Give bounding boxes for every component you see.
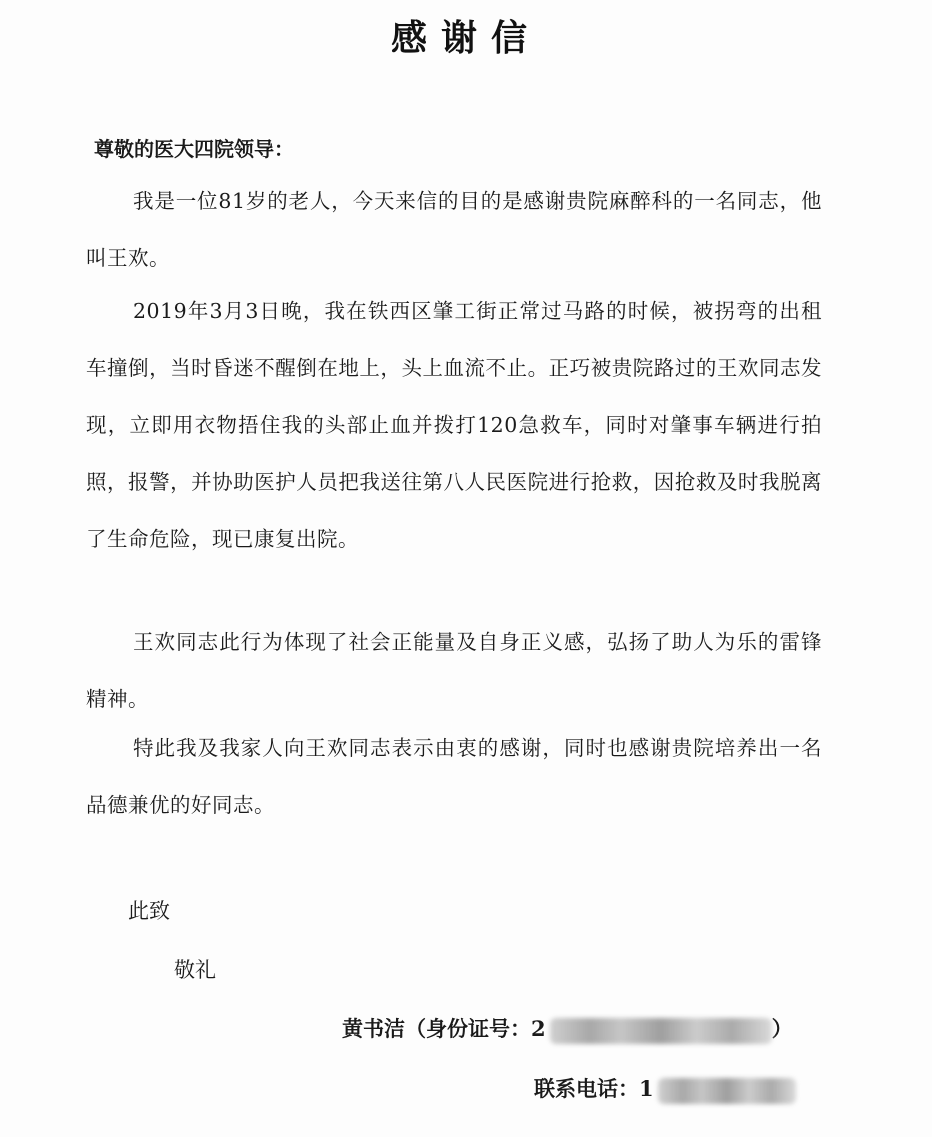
letter-title: 感谢信 — [390, 17, 541, 59]
signature-name-close: ） — [771, 1016, 793, 1041]
phone-number-redaction — [658, 1078, 796, 1104]
signature-phone-text: 联系电话：1 — [534, 1076, 654, 1101]
salutation: 尊敬的医大四院领导： — [94, 137, 294, 161]
closing-jingli: 敬礼 — [174, 958, 216, 982]
signature-name-text: 黄书洁（身份证号：2 — [342, 1016, 546, 1041]
paragraph-2: 2019年3月3日晚，我在铁西区肇工街正常过马路的时候，被拐弯的出租车撞倒，当时昏迷不醒倒在地上，头上血流不止。正巧被贵院路过的王欢同志发现，立即用衣物捂住我的头部止血并拨打120急救车，同时对肇事车辆进行拍照，报警，并协助医护人员把我送往第八人民医院进行抢救，因抢救及时我脱离了生命危险，现已康复出院。 — [86, 299, 822, 551]
signature-phone-line — [534, 1072, 796, 1106]
closing-cizhi: 此致 — [128, 899, 170, 923]
signature-name-line — [342, 1012, 793, 1046]
paragraph-1: 我是一位81岁的老人，今天来信的目的是感谢贵院麻醉科的一名同志，他叫王欢。 — [86, 189, 822, 270]
paragraph-3: 王欢同志此行为体现了社会正能量及自身正义感，弘扬了助人为乐的雷锋精神。 — [86, 630, 822, 711]
id-number-redaction — [550, 1018, 772, 1044]
paragraph-4: 特此我及我家人向王欢同志表示由衷的感谢，同时也感谢贵院培养出一名品德兼优的好同志。 — [86, 736, 822, 817]
